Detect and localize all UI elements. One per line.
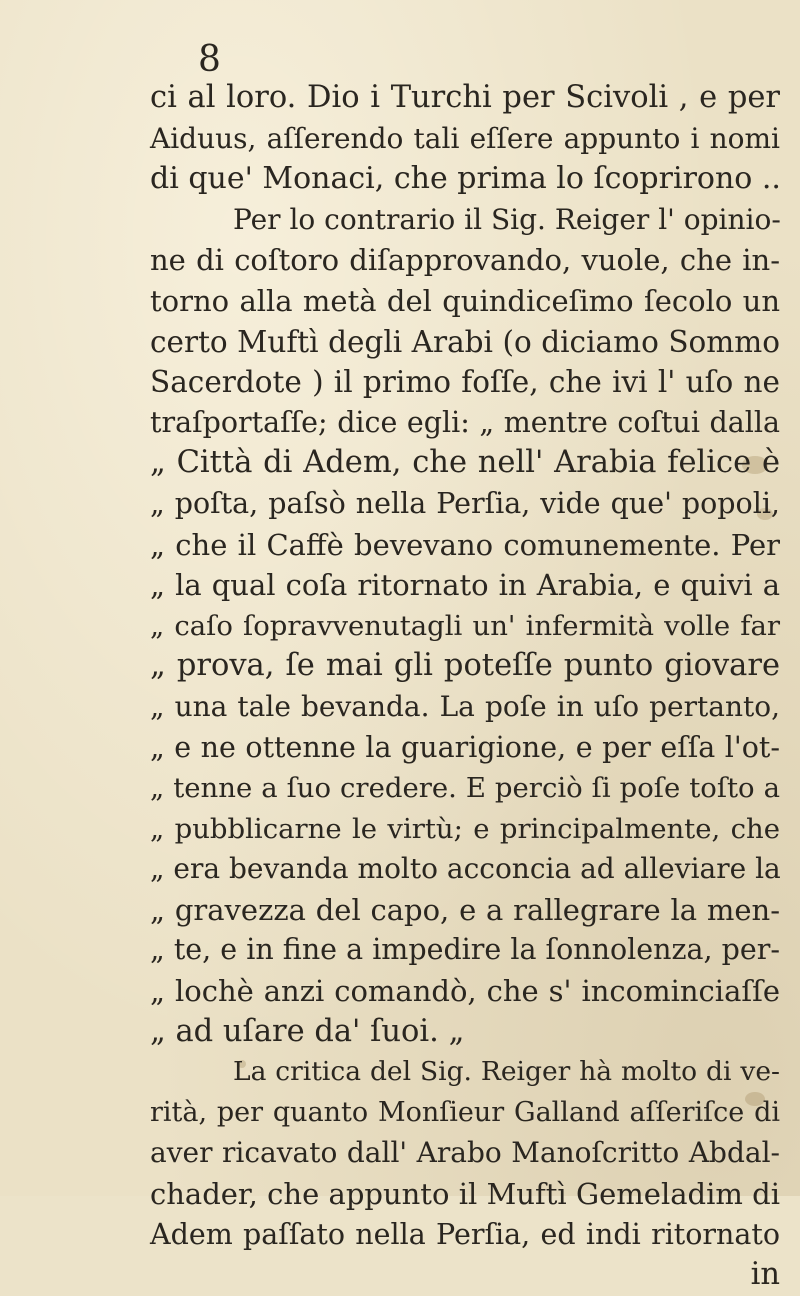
text-line: traſportaſſe; dice egli: „ mentre coſtui dalla: [150, 405, 780, 439]
text-line: „ e ne ottenne la guarigione, e per eſſa l'ot-: [150, 730, 780, 764]
catchword: in: [750, 1257, 780, 1293]
text-line: Sacerdote ) il primo foſſe, che ivi l' uſo ne: [150, 365, 780, 400]
text-line: rità, per quanto Monſieur Galland aſſeriſce di: [150, 1096, 780, 1128]
text-line: aver ricavato dall' Arabo Manoſcritto Abdal-: [150, 1136, 780, 1170]
text-line: La critica del Sig. Reiger hà molto di ve-: [233, 1056, 780, 1088]
text-line: „ te, e in fine a impedire la ſonnolenza, per-: [150, 933, 780, 967]
text-line: „ caſo ſopravvenutagli un' infermità volle far: [150, 609, 780, 642]
text-line: „ tenne a ſuo credere. E perciò ſi poſe toſto a: [150, 772, 780, 805]
text-line: „ una tale bevanda. La poſe in uſo pertanto,: [150, 689, 780, 723]
text-line: „ poſta, paſsò nella Perſia, vide que' popoli,: [150, 486, 780, 520]
text-line: „ la qual coſa ritornato in Arabia, e quivi a: [150, 568, 780, 603]
text-line: „ pubblicarne le virtù; e principalmente, che: [150, 812, 780, 845]
text-line: „ ad uſare da' ſuoi. „: [150, 1013, 465, 1049]
text-line: certo Muftì degli Arabi (o diciamo Sommo: [150, 324, 780, 359]
text-line: „ gravezza del capo, e a rallegrare la men-: [150, 892, 780, 927]
text-line: „ prova, ſe mai gli poteſſe punto giovare: [150, 648, 780, 684]
text-line: „ Città di Adem, che nell' Arabia felice è: [150, 445, 780, 481]
text-line: „ che il Caffè bevevano comunemente. Per: [150, 527, 780, 562]
text-line: Aiduus, aſſerendo tali eſſere appunto i nomi: [150, 121, 780, 155]
text-line: „ era bevanda molto acconcia ad alleviare la: [150, 852, 781, 886]
text-line: chader, che appunto il Muftì Gemeladim di: [150, 1177, 780, 1212]
body-text: [150, 78, 780, 1296]
text-line: Per lo contrario il Sig. Reiger l' opinio-: [233, 202, 781, 236]
text-line: ne di coſtoro diſapprovando, vuole, che in-: [150, 243, 780, 278]
page-number: 8: [198, 39, 221, 80]
text-line: ci al loro. Dio i Turchi per Scivoli , e per: [150, 80, 780, 115]
text-line: di que' Monaci, che prima lo ſcoprirono ..: [150, 161, 781, 197]
text-line: „ lochè anzi comandò, che s' incominciaſſe: [150, 974, 780, 1009]
text-line: torno alla metà del quindiceſimo ſecolo un: [150, 283, 780, 318]
text-line: Adem paſſato nella Perſia, ed indi ritornato: [150, 1217, 780, 1251]
